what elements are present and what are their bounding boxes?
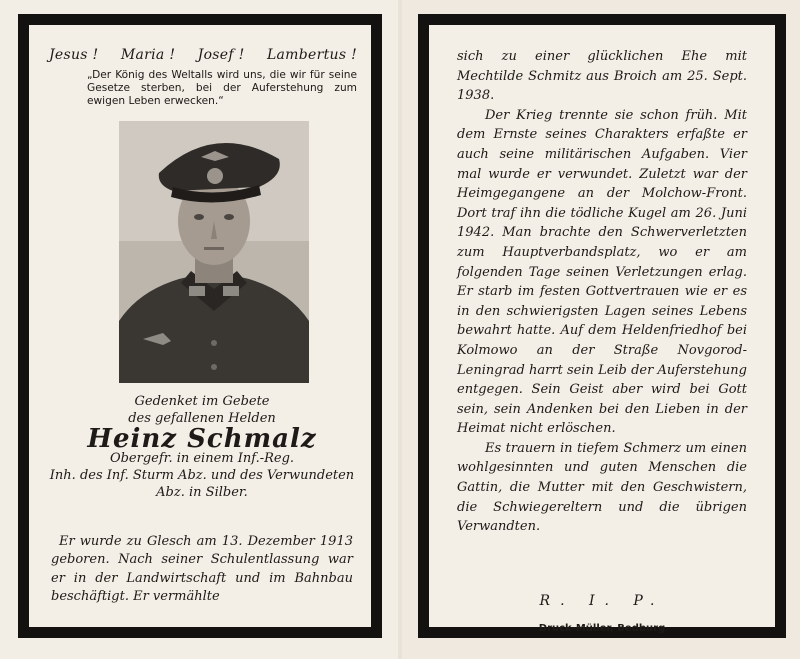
paragraph-marriage: sich zu einer glücklichen Ehe mit Mechtilde Schmitz aus Broich am 25. Sept. 1938. (457, 49, 747, 104)
invocation-maria: Maria ! (120, 47, 176, 63)
caption-line-2: des gefallenen Helden (128, 411, 276, 426)
decorations: Inh. des Inf. Sturm Abz. und des Verwundeten Abz. in Silber. (49, 468, 355, 500)
invocation-lambertus: Lambertus ! (266, 47, 357, 63)
portrait-photo (119, 121, 309, 383)
mourning-border-right (418, 14, 786, 638)
invocation-line (49, 47, 357, 63)
card-right-panel (402, 0, 800, 659)
invocation-jesus: Jesus ! (49, 47, 99, 63)
paragraph-war: Der Krieg trennte sie schon früh. Mit dem Ernste seines Charakters erfaßte er auch seine militärischen Aufgaben. Vier mal wurde er verwundet. Zuletzt war der Heimgegangene an der Molchow-Front. Dort traf ihn die tödliche Kugel am 26. Juni 1942. Man brachte den Schwerverletzten zum Hauptverbandsplatz, wo er am folgenden Tage seinen Verletzungen erlag. Er starb im festen Gottvertrauen wie er es in den schwierigsten Lagen seines Lebens bewahrt hatte. Auf dem Heldenfriedhof bei Kolmowo an der Straße Novgorod-Leningrad harrt sein Leib der Auferstehung entgegen. Sein Geist aber wird bei Gott sein, sein Andenken bei den Lieben in der Heimat nicht erlöschen. (457, 107, 747, 437)
paragraph-mourners: Es trauern in tiefem Schmerz um einen wohlgesinnten und guten Menschen die Gattin, die Mutter mit den Geschwistern, die Schwiegereltern und die übrigen Verwandten. (457, 440, 747, 535)
biography-text (457, 47, 747, 537)
bible-quote: „Der König des Weltalls wird uns, die wir für seine Gesetze sterben, bei der Auferstehung zum ewigen Leben erwecken.“ (87, 69, 357, 107)
deceased-name: Heinz Schmalz (87, 424, 317, 454)
caption-line-1: Gedenket im Gebete (134, 394, 270, 409)
printer-imprint: Druck-Müller, Bedburg (538, 623, 666, 634)
biography-start: Er wurde zu Glesch am 13. Dezember 1913 geboren. Nach seiner Schulentlassung war er in der Landwirtschaft und im Bahnbau beschäftigt. Er vermählte (51, 534, 353, 605)
rip-inscription: R. I. P. (539, 593, 665, 609)
mourning-border-left (18, 14, 382, 638)
header (49, 47, 357, 108)
card-left-panel (0, 0, 398, 659)
invocation-josef: Josef ! (197, 47, 245, 63)
military-rank: Obergefr. in einem Inf.-Reg. (109, 451, 295, 466)
memorial-caption (43, 393, 361, 501)
